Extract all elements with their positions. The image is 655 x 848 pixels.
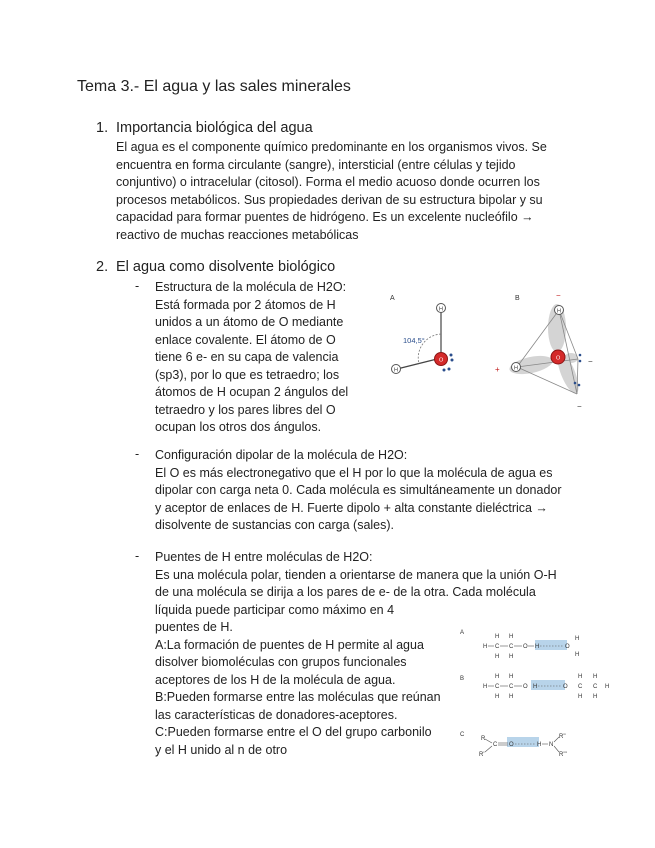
atom-o: O (563, 684, 568, 690)
paragraph-line: reactivo de muchas reacciones metabólicas (116, 227, 359, 242)
paragraph-line: El agua es el componente químico predominante en los organismos vivos. Se (116, 140, 547, 154)
lone-pair-dot (579, 360, 582, 363)
charge-plus: + (495, 365, 500, 374)
atom-n: N (549, 742, 554, 748)
atom-h: H (575, 636, 580, 642)
atom-h: H (509, 654, 514, 660)
section-1-number: 1. (96, 120, 109, 136)
oxygen-label: O (556, 355, 561, 362)
paragraph-line: de una molécula se dirija a los pares de e- de la otra. Cada molécula (155, 585, 536, 599)
paragraph-line: C:Pueden formarse entre el O del grupo carbonilo (155, 725, 432, 739)
paragraph-line: ocupan los otros dos ángulos. (155, 420, 322, 434)
paragraph-line: El O es más electronegativo que el H por lo que la molécula de agua es (155, 465, 553, 480)
paragraph-line: tetraedro y los pares libres del O (155, 402, 336, 417)
atom-r: R (481, 736, 486, 742)
lone-pair-dot (448, 368, 451, 371)
paragraph-line: encuentra en forma circulante (sangre), intersticial (entre células y tejido (116, 157, 516, 172)
hydrogen-label: H (514, 365, 518, 372)
bullet-heading: Configuración dipolar de la molécula de H2O: (155, 448, 408, 462)
section-1-title: Importancia biológica del agua (116, 120, 313, 136)
atom-c: C (578, 684, 583, 690)
atom-o: O (565, 644, 570, 650)
bullet-heading: Puentes de H entre moléculas de H2O: (155, 550, 373, 564)
hydrogen-label: H (439, 306, 443, 313)
atom-h: H (495, 674, 500, 680)
atom-c: C (493, 742, 498, 748)
section-2-heading (96, 259, 335, 275)
paragraph-line: y aceptor de enlaces de H. Fuerte dipolo + alta constante dieléctrica → (155, 500, 548, 515)
bullet-marker: - (135, 447, 140, 461)
atom-c: C (509, 684, 514, 690)
atom-h: H (593, 674, 598, 680)
atom-o: O (509, 742, 514, 748)
atom-h: H (509, 694, 514, 700)
hydrogen-label: H (394, 367, 398, 374)
lone-pair-dot (450, 354, 453, 357)
row-b-label: B (460, 676, 465, 682)
atom-h: H (509, 634, 514, 640)
bullet-marker: - (135, 549, 140, 563)
section-2-number: 2. (96, 259, 109, 275)
bullet-heading: Estructura de la molécula de H2O: (155, 280, 347, 294)
atom-h: H (495, 634, 500, 640)
bond-line (485, 746, 492, 752)
atom-h: H (495, 654, 500, 660)
bullet-marker: - (135, 279, 140, 293)
bond-line (554, 746, 559, 752)
panel-a-label: A (390, 295, 395, 302)
charge-minus: − (577, 402, 582, 411)
paragraph-line: disolvente de sustancias con carga (sales). (155, 518, 395, 532)
charge-minus: − (588, 357, 593, 366)
atom-h: H (535, 644, 540, 650)
atom-h: H (509, 674, 514, 680)
bond-line (485, 739, 492, 743)
atom-h: H (593, 694, 598, 700)
lone-pair-dot (443, 369, 446, 372)
hydrogen-bond-figure (455, 622, 625, 767)
paragraph-line: (sp3), por lo que es tetraedro; los (155, 367, 340, 382)
atom-h: H (495, 694, 500, 700)
charge-minus: − (556, 291, 561, 300)
paragraph-line: líquida puede participar como máximo en 4 (155, 602, 395, 617)
atom-h: H (483, 644, 488, 650)
atom-r-prime: R' (479, 752, 485, 758)
atom-o: O (523, 684, 528, 690)
paragraph-line: aceptores de los H de la molécula de agua. (155, 672, 396, 687)
lone-pair-dot (574, 382, 577, 385)
paragraph-line: tiene 6 e- en su capa de valencia (155, 350, 339, 364)
atom-h: H (575, 652, 580, 658)
bullet-structure (155, 279, 370, 437)
paragraph-line: Es una molécula polar, tienden a orientarse de manera que la unión O-H (155, 567, 557, 582)
atom-h: H (537, 742, 542, 748)
atom-h: H (578, 694, 583, 700)
paragraph-line: B:Pueden formarse entre las moléculas que reúnan (155, 690, 441, 704)
bullet-dipole (155, 447, 595, 535)
section-1-body (116, 139, 576, 244)
paragraph-line: A:La formación de puentes de H permite al agua (155, 637, 424, 652)
paragraph-line: puentes de H. (155, 620, 233, 634)
paragraph-line: procesos metabólicos. Sus propiedades derivan de su estructura bipolar y su (116, 192, 543, 207)
section-2-title: El agua como disolvente biológico (116, 259, 336, 275)
row-a-label: A (460, 630, 465, 636)
atom-c: C (495, 644, 500, 650)
lone-pair-dot (451, 359, 454, 362)
hbond-highlight (535, 640, 567, 650)
paragraph-line: conjuntivo) o intracelular (citosol). Forma el medio acuoso donde ocurren los (116, 175, 540, 189)
section-1-heading (96, 120, 313, 136)
paragraph-line: unidos a un átomo de O mediante (155, 315, 344, 329)
atom-r-double: R'' (559, 734, 566, 740)
atom-o: O (523, 644, 528, 650)
oxygen-label: O (439, 357, 444, 364)
angle-label: 104,5° (403, 336, 425, 345)
water-molecule-figure (385, 288, 605, 413)
lone-pair-dot (579, 354, 582, 357)
row-c-label: C (460, 732, 465, 738)
atom-c: C (593, 684, 598, 690)
panel-b-label: B (515, 295, 520, 302)
paragraph-line: dipolar con carga neta 0. Cada molécula es simultáneamente un donador (155, 483, 562, 497)
paragraph-line: capacidad para formar puentes de hidrógeno. Es un excelente nucleófilo → (116, 210, 534, 224)
page-title: Tema 3.- El agua y las sales minerales (77, 78, 351, 95)
atom-c: C (509, 644, 514, 650)
paragraph-line: enlace covalente. El átomo de O (155, 332, 336, 347)
atom-h: H (605, 684, 610, 690)
hydrogen-label: H (557, 308, 561, 315)
atom-h: H (533, 684, 538, 690)
atom-r-triple: R''' (559, 752, 567, 758)
paragraph-line: disolver biomoléculas con grupos funcionales (155, 655, 407, 669)
paragraph-line: las características de donadores-aceptores. (155, 707, 398, 722)
paragraph-line: átomos de H ocupan 2 ángulos del (155, 385, 349, 399)
atom-h: H (578, 674, 583, 680)
paragraph-line: Está formada por 2 átomos de H (155, 297, 336, 312)
lone-pair-dot (578, 384, 581, 387)
paragraph-line: y el H unido al n de otro (155, 742, 288, 757)
atom-h: H (483, 684, 488, 690)
atom-c: C (495, 684, 500, 690)
